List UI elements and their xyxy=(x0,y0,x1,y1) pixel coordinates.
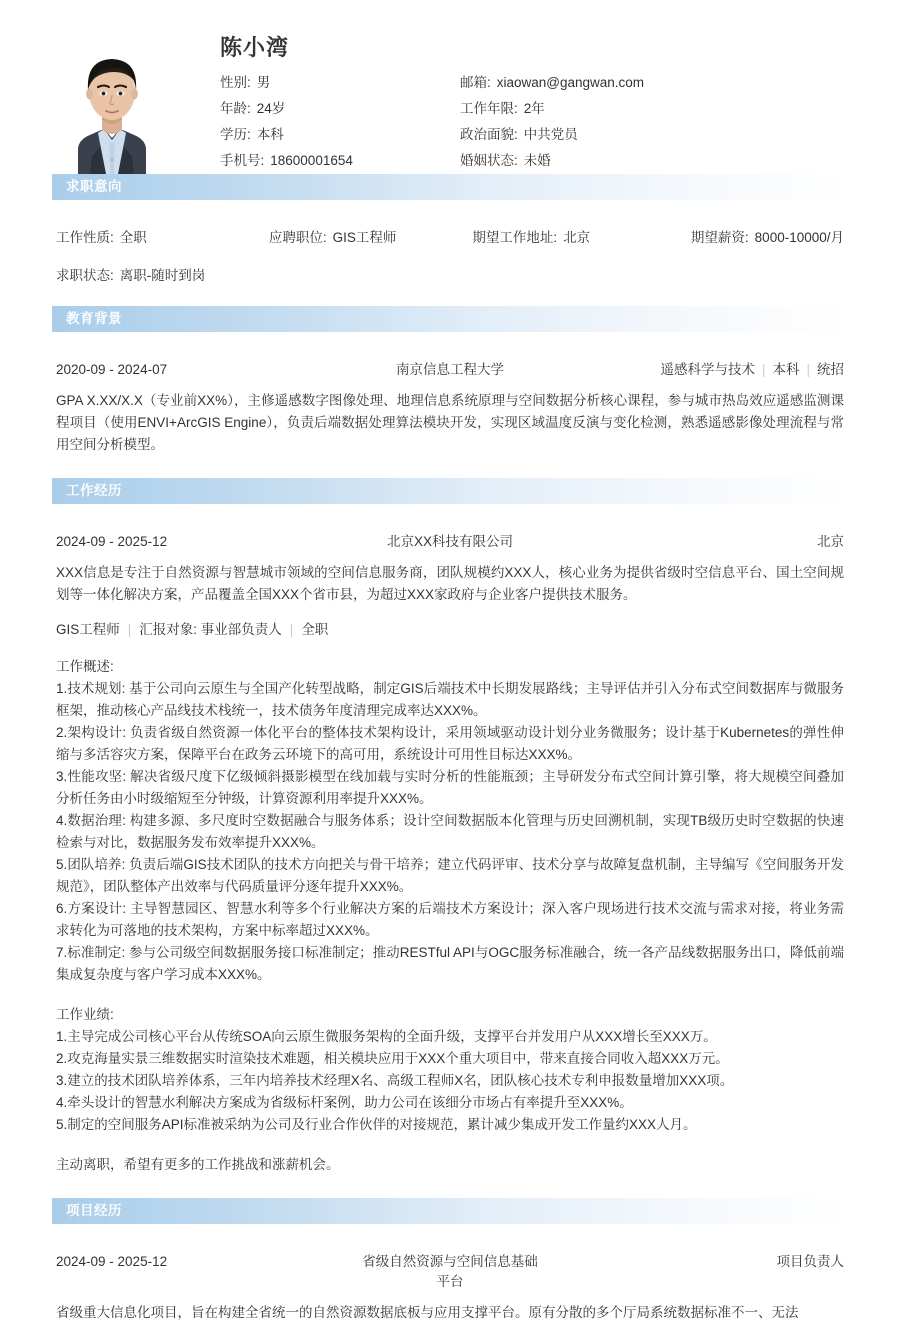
work-achievement-list xyxy=(56,1026,844,1136)
section-header-project-experience: 项目经历 xyxy=(52,1198,848,1224)
work-position: GIS工程师 xyxy=(56,622,120,637)
field-value: 18600001654 xyxy=(270,153,353,169)
field-label: 邮箱: xyxy=(460,75,491,91)
field-value: 24岁 xyxy=(256,101,286,117)
field-value: GIS工程师 xyxy=(332,230,397,245)
section-body-job-intent xyxy=(52,226,848,284)
field-label: 工作年限: xyxy=(460,101,518,117)
section-header-job-intent: 求职意向 xyxy=(52,174,848,200)
profile-info-grid xyxy=(204,74,848,169)
work-company-intro: XXX信息是专注于自然资源与智慧城市领域的空间信息服务商，团队规模约XXX人，核心业务为提供省级时空信息平台、国土空间规划等一体化解决方案，产品覆盖全国XXX个省市县，为超过XXX家政府与企业客户提供技术服务。 xyxy=(56,565,844,602)
field-value: 男 xyxy=(256,75,271,91)
field-label: 学历: xyxy=(220,127,251,143)
work-entry-header xyxy=(56,530,844,550)
section-education xyxy=(52,306,848,456)
list-item: 6.方案设计: 主导智慧园区、智慧水利等多个行业解决方案的后端技术方案设计；深入客户现场进行技术交流与需求对接，将业务需求转化为可落地的技术架构，方案中标率超过XXX%。 xyxy=(56,901,844,938)
work-company: 北京XX科技有限公司 xyxy=(386,534,513,549)
list-item: 7.标准制定: 参与公司级空间数据服务接口标准制定；推动RESTful API与OGC服务标准融合，统一各产品线数据服务出口，降低前端集成复杂度与客户学习成本XXX%。 xyxy=(56,945,844,982)
field-value: 8000-10000/月 xyxy=(754,230,844,245)
field-value: 全职 xyxy=(119,230,147,245)
work-location: 北京 xyxy=(817,534,844,549)
list-item: 5.制定的空间服务API标准被采纳为公司及行业合作伙伴的对接规范，累计减少集成开发工作量约XXX人月。 xyxy=(56,1117,697,1132)
section-body-work-experience xyxy=(52,530,848,1176)
work-date: 2024-09 - 2025-12 xyxy=(56,534,168,549)
header-main xyxy=(172,34,848,169)
field-label: 政治面貌: xyxy=(460,127,518,143)
job-intent-row-status xyxy=(56,264,844,284)
education-admission-type: 统招 xyxy=(817,362,844,377)
profile-info-left xyxy=(204,74,460,169)
profile-field-phone xyxy=(220,152,460,169)
resume-header xyxy=(52,0,848,169)
work-role-line xyxy=(56,618,844,638)
field-value: 离职-随时到岗 xyxy=(119,268,206,283)
profile-field-gender xyxy=(220,74,460,91)
field-label: 工作性质: xyxy=(56,230,114,245)
field-label: 求职状态: xyxy=(56,268,114,283)
list-item: 3.建立的技术团队培养体系，三年内培养技术经理X名、高级工程师X名，团队核心技术专利申报数量增加XXX项。 xyxy=(56,1073,734,1088)
education-meta xyxy=(544,358,844,378)
profile-field-political xyxy=(460,126,848,143)
field-label: 手机号: xyxy=(220,153,265,169)
field-value: xiaowan@gangwan.com xyxy=(496,75,645,91)
list-item: 3.性能攻坚: 解决省级尺度下亿级倾斜摄影模型在线加载与实时分析的性能瓶颈；主导研发分布式空间计算引擎，将大规模空间叠加分析任务由小时级缩短至分钟级，计算资源利用率提升XXX%。 xyxy=(56,769,844,806)
avatar xyxy=(52,34,172,174)
field-label: 应聘职位: xyxy=(268,230,327,245)
intent-status xyxy=(56,264,284,284)
field-label: 期望工作地址: xyxy=(472,230,558,245)
section-body-project-experience xyxy=(52,1250,848,1324)
profile-field-email xyxy=(460,74,848,91)
project-date: 2024-09 - 2025-12 xyxy=(56,1254,168,1269)
list-item: 2.架构设计: 负责省级自然资源一体化平台的整体技术架构设计，采用领域驱动设计划分业务微服务；设计基于Kubernetes的弹性伸缩与多活容灾方案，保障平台在政务云环境下的高可用，系统设计可用性目标达XXX%。 xyxy=(56,725,844,762)
work-achievement-title: 工作业绩: xyxy=(56,1007,114,1022)
divider: | xyxy=(289,622,294,637)
education-date: 2020-09 - 2024-07 xyxy=(56,362,168,377)
section-header-work-experience: 工作经历 xyxy=(52,478,848,504)
field-value: 中共党员 xyxy=(523,127,578,143)
section-work-experience xyxy=(52,478,848,1176)
project-description: 省级重大信息化项目，旨在构建全省统一的自然资源数据底板与应用支撑平台。原有分散的多个厅局系统数据标准不一、无法 xyxy=(56,1305,799,1320)
field-value: 本科 xyxy=(256,127,284,143)
field-label: 婚姻状态: xyxy=(460,153,518,169)
list-item: 4.牵头设计的智慧水利解决方案成为省级标杆案例，助力公司在该细分市场占有率提升至XXX%。 xyxy=(56,1095,633,1110)
section-header-education: 教育背景 xyxy=(52,306,848,332)
profile-field-age xyxy=(220,100,460,117)
education-description: GPA X.XX/X.X（专业前XX%），主修遥感数字图像处理、地理信息系统原理与空间数据分析核心课程，参与城市热岛效应遥感监测课程项目（使用ENVI+ArcGIS Engine），负责后端数据处理算法模块开发，实现区域温度反演与变化检测，熟悉遥感影像处理流程与常用空间分析模型。 xyxy=(56,393,844,452)
page-title: 陈小湾 xyxy=(220,35,290,60)
project-role: 项目负责人 xyxy=(776,1254,844,1269)
job-intent-row-primary xyxy=(56,226,844,246)
list-item: 1.技术规划: 基于公司向云原生与全国产化转型战略，制定GIS后端技术中长期发展路线；主导评估并引入分布式空间数据库与微服务框架，推动核心产品线技术栈统一，技术债务年度清理完成率达XXX%。 xyxy=(56,681,844,718)
divider: | xyxy=(127,622,132,637)
section-project-experience xyxy=(52,1198,848,1324)
section-job-intent xyxy=(52,174,848,284)
profile-field-degree xyxy=(220,126,460,143)
project-name: 省级自然资源与空间信息基础平台 xyxy=(362,1254,538,1289)
intent-location xyxy=(472,226,690,246)
project-entry-header xyxy=(56,1250,844,1290)
list-item: 4.数据治理: 构建多源、多尺度时空数据融合与服务体系；设计空间数据版本化管理与历史回溯机制，实现TB级历史时空数据的快速检索与对比，数据服务发布效率提升XXX%。 xyxy=(56,813,844,850)
work-report-to: 汇报对象: 事业部负责人 xyxy=(139,622,282,637)
field-value: 2年 xyxy=(523,101,545,117)
education-entry-header xyxy=(56,358,844,378)
intent-salary xyxy=(691,226,844,246)
divider: | xyxy=(806,362,810,377)
divider: | xyxy=(761,362,766,377)
profile-info-right xyxy=(460,74,848,169)
work-job-type: 全职 xyxy=(301,622,329,637)
profile-field-experience xyxy=(460,100,848,117)
section-body-education xyxy=(52,358,848,456)
education-major: 遥感科学与技术 xyxy=(660,362,755,377)
education-degree: 本科 xyxy=(772,362,800,377)
field-label: 期望薪资: xyxy=(690,230,749,245)
intent-position xyxy=(269,226,473,246)
work-overview-list xyxy=(56,678,844,986)
work-overview-title: 工作概述: xyxy=(56,659,114,674)
intent-job-nature xyxy=(56,226,269,246)
education-school: 南京信息工程大学 xyxy=(396,362,504,377)
profile-field-marital xyxy=(460,152,848,169)
field-value: 北京 xyxy=(563,230,591,245)
field-label: 年龄: xyxy=(220,101,251,117)
field-label: 性别: xyxy=(220,75,251,91)
field-value: 未婚 xyxy=(523,153,551,169)
list-item: 2.攻克海量实景三维数据实时渲染技术难题，相关模块应用于XXX个重大项目中，带来直接合同收入超XXX万元。 xyxy=(56,1051,729,1066)
list-item: 1.主导完成公司核心平台从传统SOA向云原生微服务架构的全面升级，支撑平台并发用户从XXX增长至XXX万。 xyxy=(56,1029,717,1044)
list-item: 5.团队培养: 负责后端GIS技术团队的技术方向把关与骨干培养；建立代码评审、技术分享与故障复盘机制，主导编写《空间服务开发规范》，团队整体产出效率与代码质量评分逐年提升XXX%。 xyxy=(56,857,844,894)
work-leave-reason: 主动离职，希望有更多的工作挑战和涨薪机会。 xyxy=(56,1157,340,1172)
